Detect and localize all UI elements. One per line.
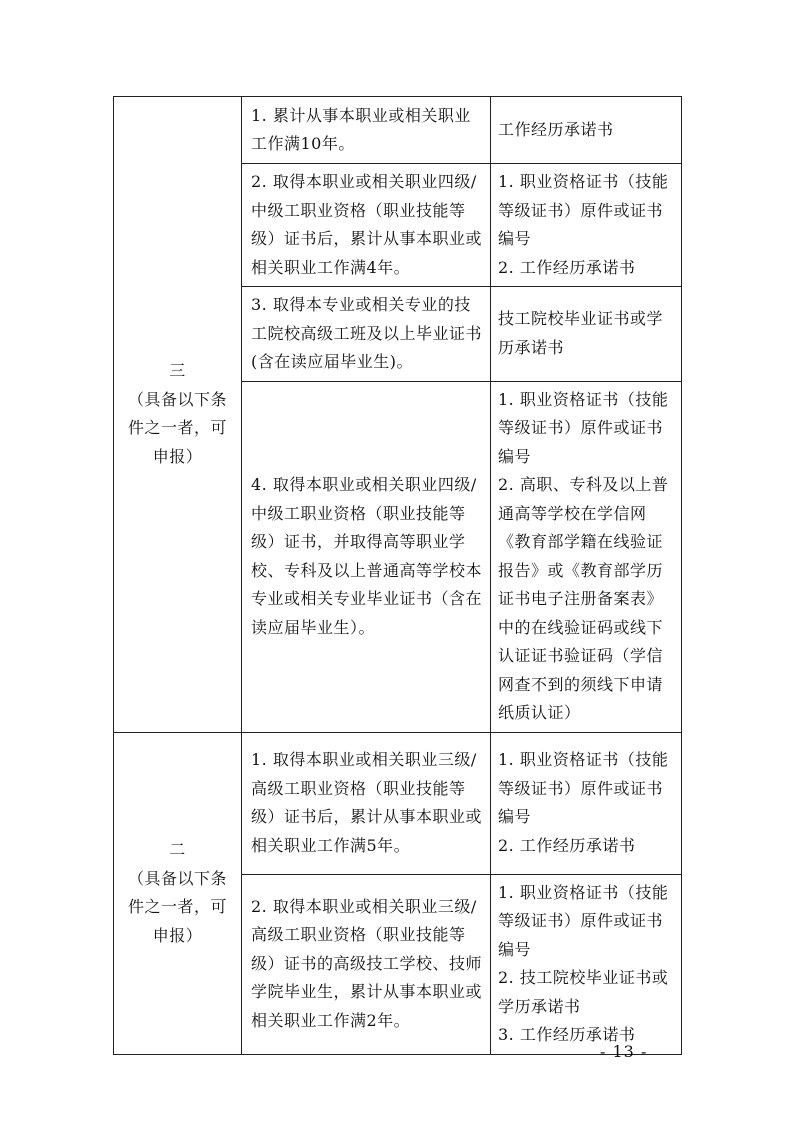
materials-cell (491, 732, 682, 874)
material-item: 1. 职业资格证书（技能等级证书）原件或证书编号 (498, 750, 669, 826)
table-row (114, 732, 682, 874)
condition-cell: 1. 累计从事本职业或相关职业工作满10年。 (242, 97, 491, 164)
material-item: 1. 职业资格证书（技能等级证书）原件或证书编号 (498, 389, 669, 466)
condition-cell: 2. 取得本职业或相关职业四级/中级工职业资格（职业技能等级）证书后，累计从事本职业或相关职业工作满4年。 (242, 164, 491, 287)
materials-cell (491, 287, 682, 382)
level-note: （具备以下条件之一者，可申报） (127, 389, 227, 466)
condition-cell: 3. 取得本专业或相关专业的技工院校高级工班及以上毕业证书(含在读应届毕业生)。 (242, 287, 491, 382)
materials-cell (491, 97, 682, 164)
page-number: - 13 - (600, 1042, 648, 1061)
material-item: 2. 技工院校毕业证书或学历承诺书 (498, 968, 669, 1016)
material-item: 3. 工作经历承诺书 (498, 1025, 636, 1044)
materials-cell (491, 874, 682, 1054)
level-name: 二 (169, 840, 186, 859)
material-item: 技工院校毕业证书或学历承诺书 (498, 309, 664, 357)
level-name: 三 (169, 361, 186, 381)
requirements-table (113, 96, 682, 1055)
material-item: 2. 工作经历承诺书 (498, 257, 636, 277)
level-cell (114, 97, 242, 733)
materials-cell (491, 381, 682, 732)
level-cell (114, 732, 242, 1054)
material-item: 1. 职业资格证书（技能等级证书）原件或证书编号 (498, 172, 669, 248)
material-item: 工作经历承诺书 (498, 119, 614, 139)
materials-cell (491, 164, 682, 287)
table-row (114, 97, 682, 164)
condition-cell: 4. 取得本职业或相关职业四级/中级工职业资格（职业技能等级）证书，并取得高等职业学校、专科及以上普通高等学校本专业或相关专业毕业证书（含在读应届毕业生）。 (242, 381, 491, 732)
material-item: 2. 工作经历承诺书 (498, 835, 636, 855)
level-note: （具备以下条件之一者，可申报） (127, 868, 227, 945)
material-item: 2. 高职、专科及以上普通高等学校在学信网《教育部学籍在线验证报告》或《教育部学历证书电子注册备案表》中的在线验证码或线下认证证书验证码（学信网查不到的须线下申请纸质认证） (498, 475, 669, 722)
condition-cell: 1. 取得本职业或相关职业三级/高级工职业资格（职业技能等级）证书后，累计从事本职业或相关职业工作满5年。 (242, 732, 491, 874)
material-item: 1. 职业资格证书（技能等级证书）原件或证书编号 (498, 882, 669, 959)
condition-cell: 2. 取得本职业或相关职业三级/高级工职业资格（职业技能等级）证书的高级技工学校、技师学院毕业生，累计从事本职业或相关职业工作满2年。 (242, 874, 491, 1054)
